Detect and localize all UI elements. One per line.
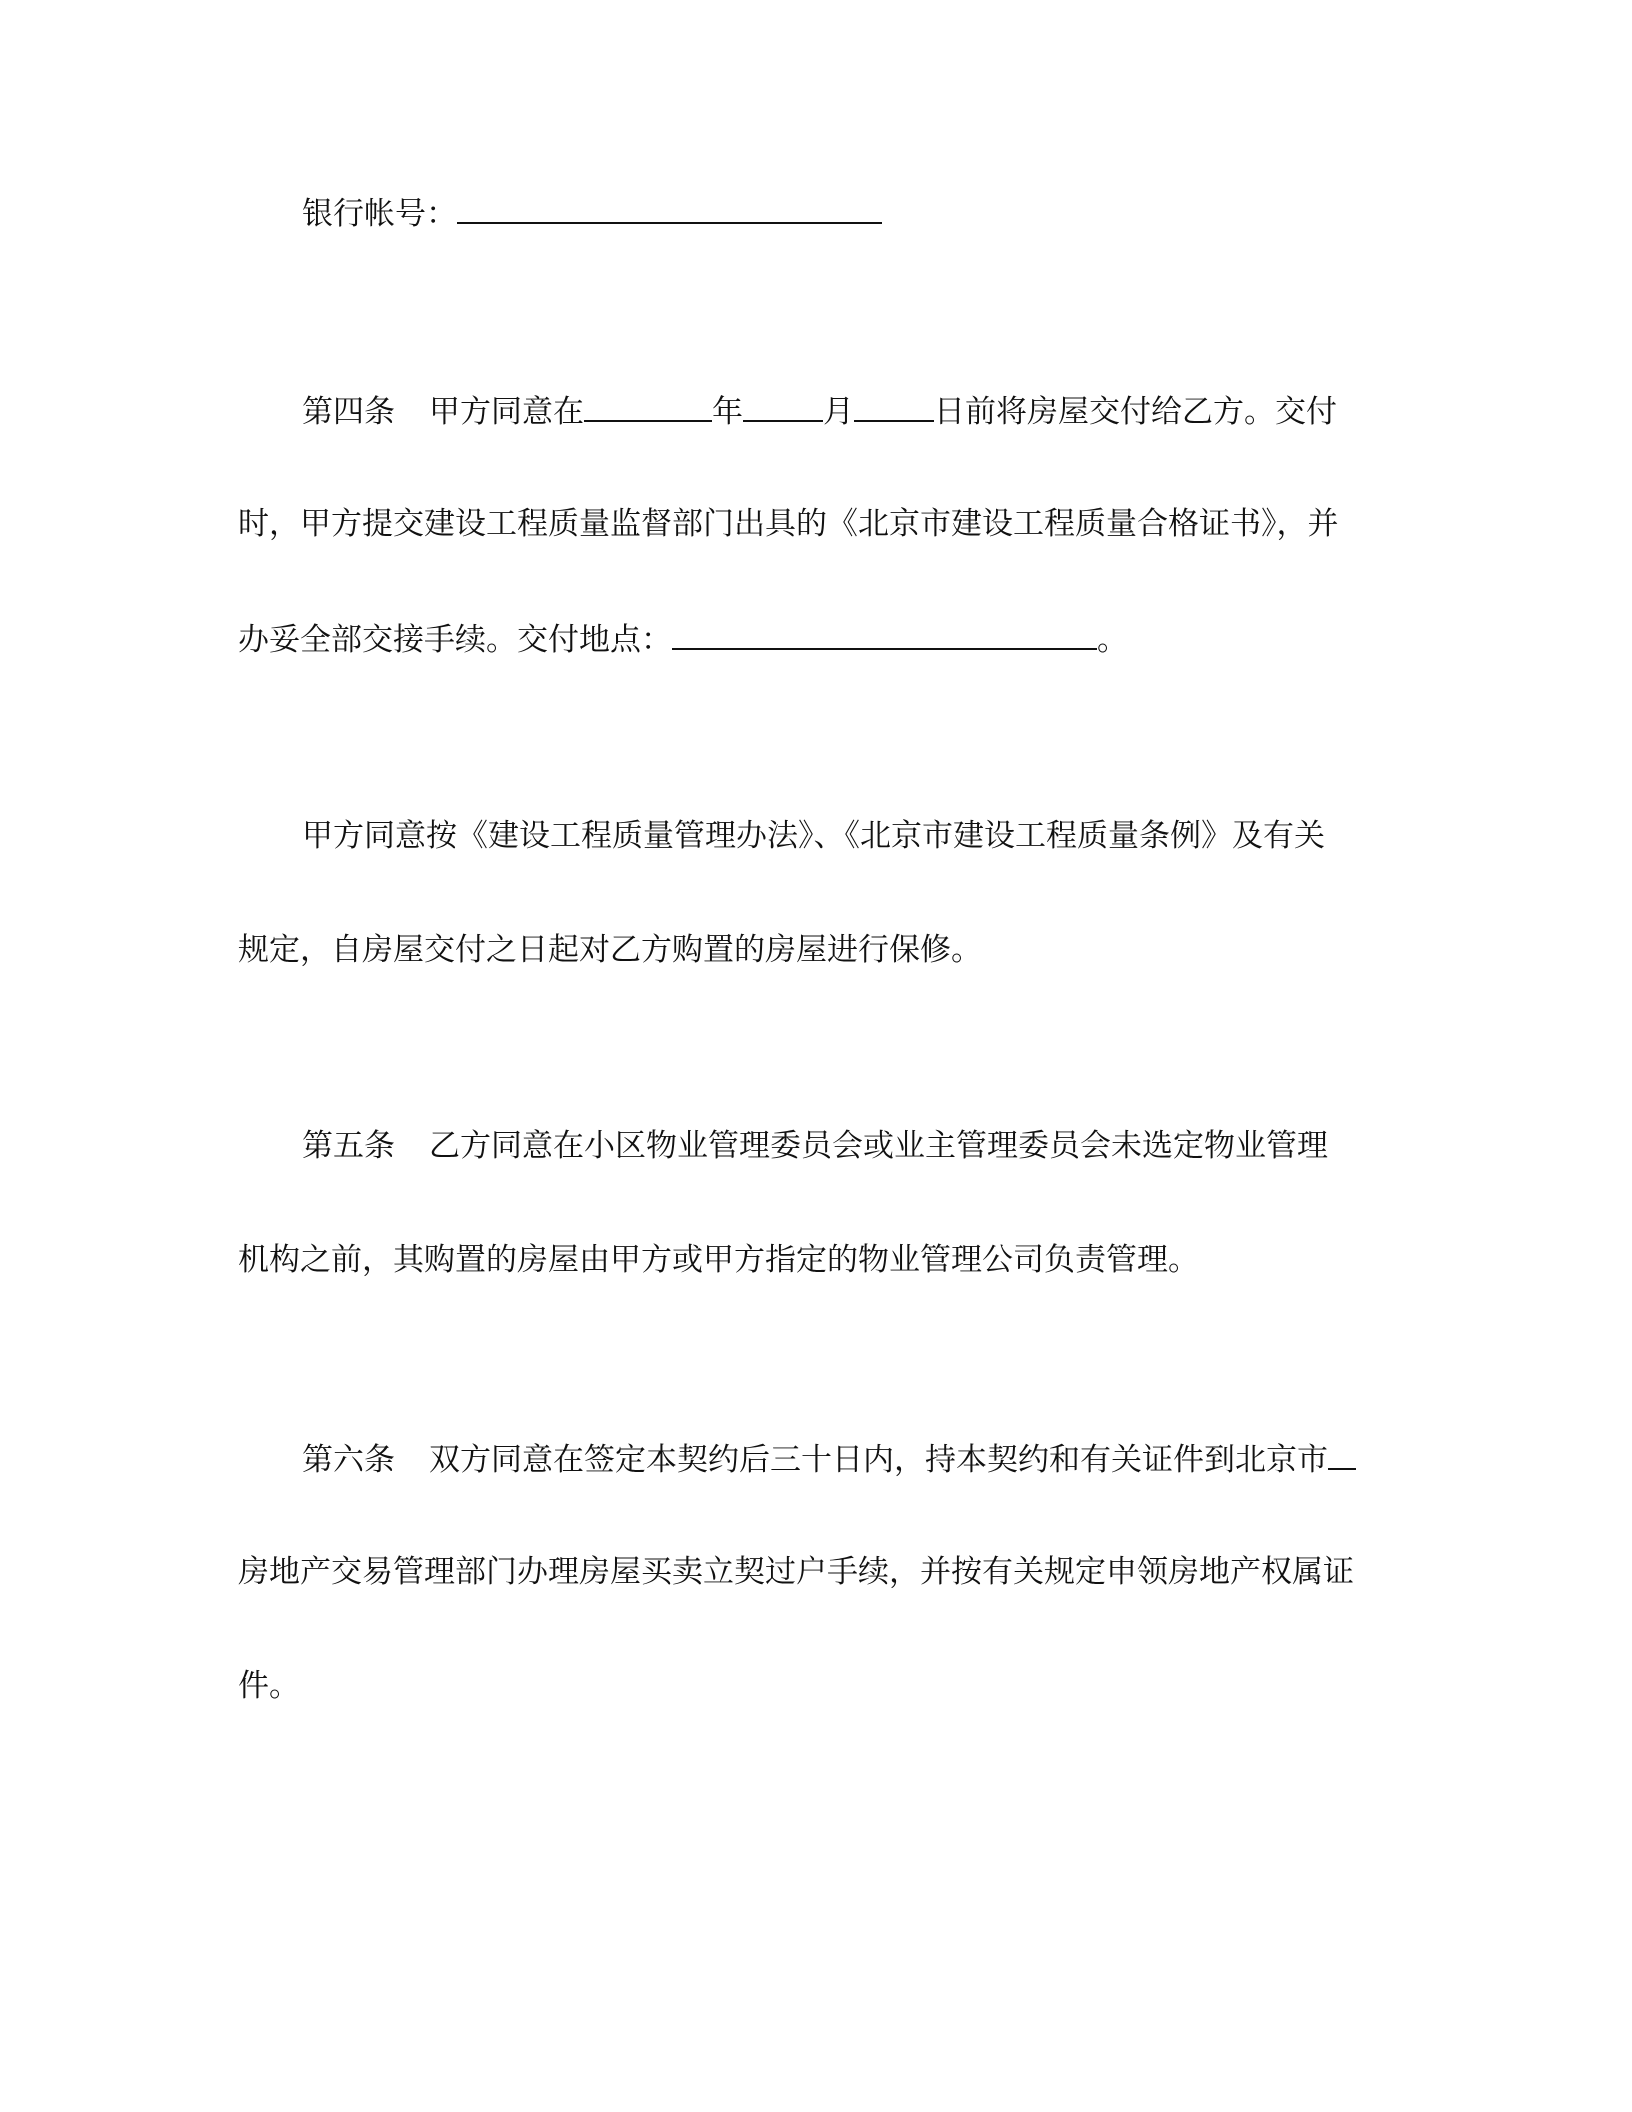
year-label: 年 [712,394,743,430]
article-5-line-2: 机构之前，其购置的房屋由甲方或甲方指定的物业管理公司负责管理。 [238,1242,1199,1278]
bank-account-label: 银行帐号： [302,196,457,232]
district-blank[interactable] [1328,1438,1356,1470]
warranty-line-2: 规定，自房屋交付之日起对乙方购置的房屋进行保修。 [238,932,982,968]
article-6-number: 第六条 [302,1442,395,1478]
delivery-year-blank[interactable] [584,390,712,422]
article-4-line-1 [302,390,1337,432]
month-label: 月 [823,394,854,430]
article-5-number: 第五条 [302,1128,395,1164]
warranty-line-1: 甲方同意按《建设工程质量管理办法》、《北京市建设工程质量条例》及有关 [302,818,1325,854]
delivery-location-label: 办妥全部交接手续。交付地点： [238,622,672,658]
bank-account-blank[interactable] [457,192,882,224]
article-4-text-b: 日前将房屋交付给乙方。交付 [934,394,1337,430]
article-4-end: 。 [1097,622,1128,658]
article-5-text: 乙方同意在小区物业管理委员会或业主管理委员会未选定物业管理 [429,1128,1328,1164]
article-4-number: 第四条 [302,394,395,430]
delivery-day-blank[interactable] [854,390,934,422]
article-4-text-a: 甲方同意在 [429,394,584,430]
article-6-line-1 [302,1438,1356,1480]
article-6-line-2: 房地产交易管理部门办理房屋买卖立契过户手续，并按有关规定申领房地产权属证 [238,1554,1354,1590]
bank-account-line [302,192,882,234]
article-6-text: 双方同意在签定本契约后三十日内，持本契约和有关证件到北京市 [429,1442,1328,1478]
article-4-line-2: 时，甲方提交建设工程质量监督部门出具的《北京市建设工程质量合格证书》，并 [238,506,1339,542]
delivery-location-blank[interactable] [672,618,1097,650]
article-4-line-3 [238,618,1128,660]
delivery-month-blank[interactable] [743,390,823,422]
article-5-line-1 [302,1126,1328,1166]
article-6-line-3: 件。 [238,1668,300,1704]
